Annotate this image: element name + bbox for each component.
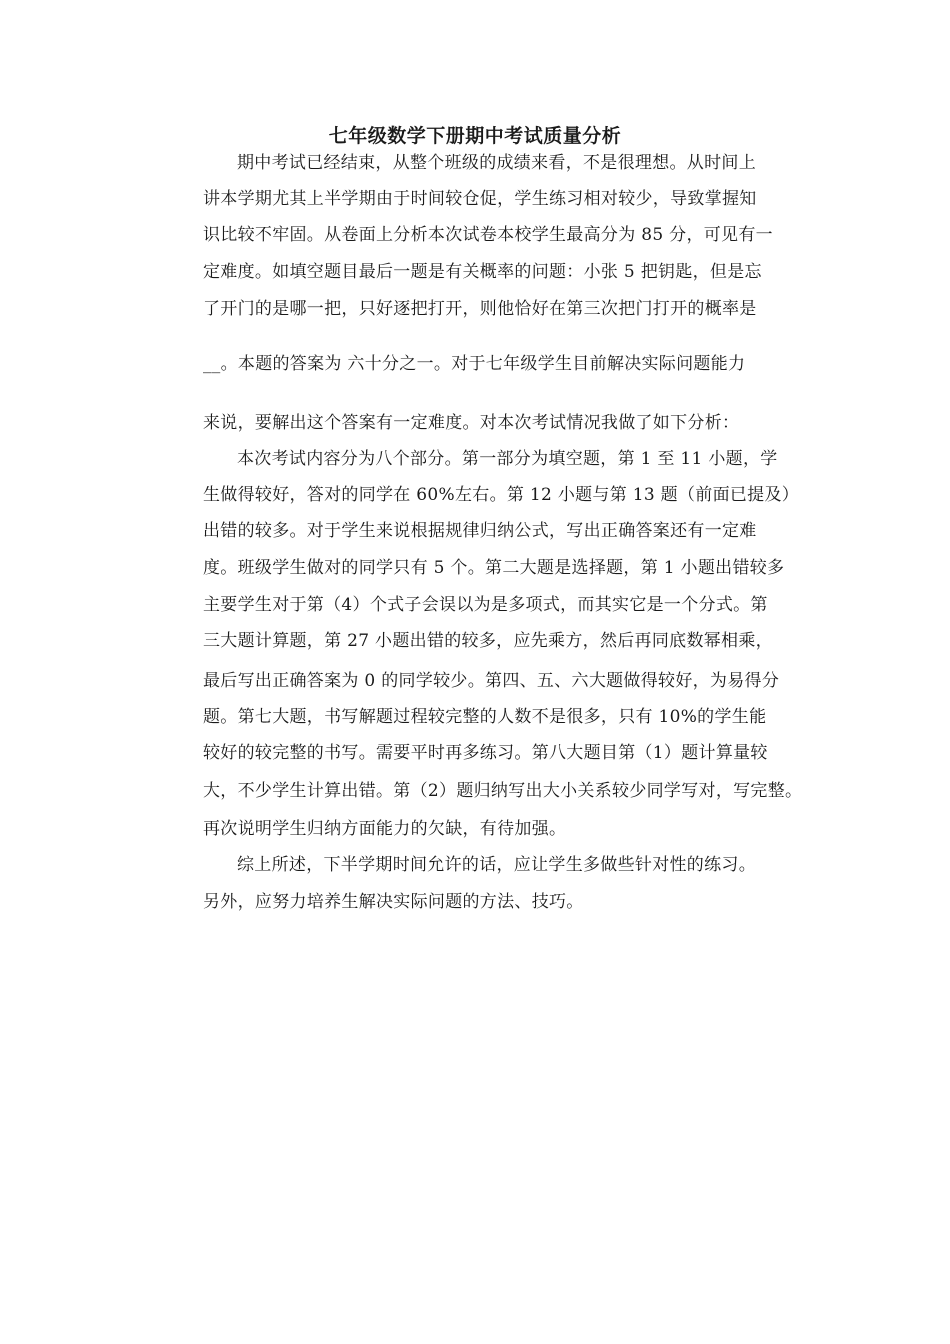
paragraph-1-line-4: 定难度。如填空题目最后一题是有关概率的问题：小张 5 把钥匙，但是忘 <box>203 262 762 282</box>
paragraph-2-line-5: 主要学生对于第（4）个式子会误以为是多项式，而其实它是一个分式。第 <box>203 595 768 615</box>
paragraph-2-line-1: 本次考试内容分为八个部分。第一部分为填空题，第 1 至 11 小题，学 <box>237 449 778 469</box>
paragraph-2-line-8: 题。第七大题，书写解题过程较完整的人数不是很多，只有 10%的学生能 <box>203 707 767 727</box>
paragraph-1-line-3: 识比较不牢固。从卷面上分析本次试卷本校学生最高分为 85 分，可见有一 <box>203 225 773 245</box>
paragraph-1-line-7: 来说，要解出这个答案有一定难度。对本次考试情况我做了如下分析： <box>203 413 740 433</box>
paragraph-2-line-4: 度。班级学生做对的同学只有 5 个。第二大题是选择题，第 1 小题出错较多 <box>203 558 785 578</box>
paragraph-2-line-3: 出错的较多。对于学生来说根据规律归纳公式，写出正确答案还有一定难 <box>203 521 757 541</box>
paragraph-3-line-1: 综上所述，下半学期时间允许的话，应让学生多做些针对性的练习。 <box>237 855 756 875</box>
paragraph-2-line-2: 生做得较好，答对的同学在 60%左右。第 12 小题与第 13 题（前面已提及） <box>203 485 800 505</box>
paragraph-2-line-11: 再次说明学生归纳方面能力的欠缺，有待加强。 <box>203 819 567 839</box>
document-title: 七年级数学下册期中考试质量分析 <box>328 125 622 147</box>
paragraph-2-line-7: 最后写出正确答案为 0 的同学较少。第四、五、六大题做得较好，为易得分 <box>203 671 780 691</box>
paragraph-1-line-2: 讲本学期尤其上半学期由于时间较仓促，学生练习相对较少，导致掌握知 <box>203 189 757 209</box>
paragraph-2-line-9: 较好的较完整的书写。需要平时再多练习。第八大题目第（1）题计算量较 <box>203 743 768 763</box>
paragraph-3-line-2: 另外，应努力培养生解决实际问题的方法、技巧。 <box>203 892 584 912</box>
paragraph-2-line-6: 三大题计算题，第 27 小题出错的较多，应先乘方，然后再同底数幂相乘， <box>203 631 773 651</box>
paragraph-1-line-5: 了开门的是哪一把，只好逐把打开，则他恰好在第三次把门打开的概率是 <box>203 299 757 319</box>
paragraph-1-line-1: 期中考试已经结束，从整个班级的成绩来看，不是很理想。从时间上 <box>237 153 756 173</box>
paragraph-1-line-6: __。本题的答案为 六十分之一。对于七年级学生目前解决实际问题能力 <box>203 354 746 374</box>
paragraph-2-line-10: 大，不少学生计算出错。第（2）题归纳写出大小关系较少同学写对，写完整。 <box>203 781 803 801</box>
